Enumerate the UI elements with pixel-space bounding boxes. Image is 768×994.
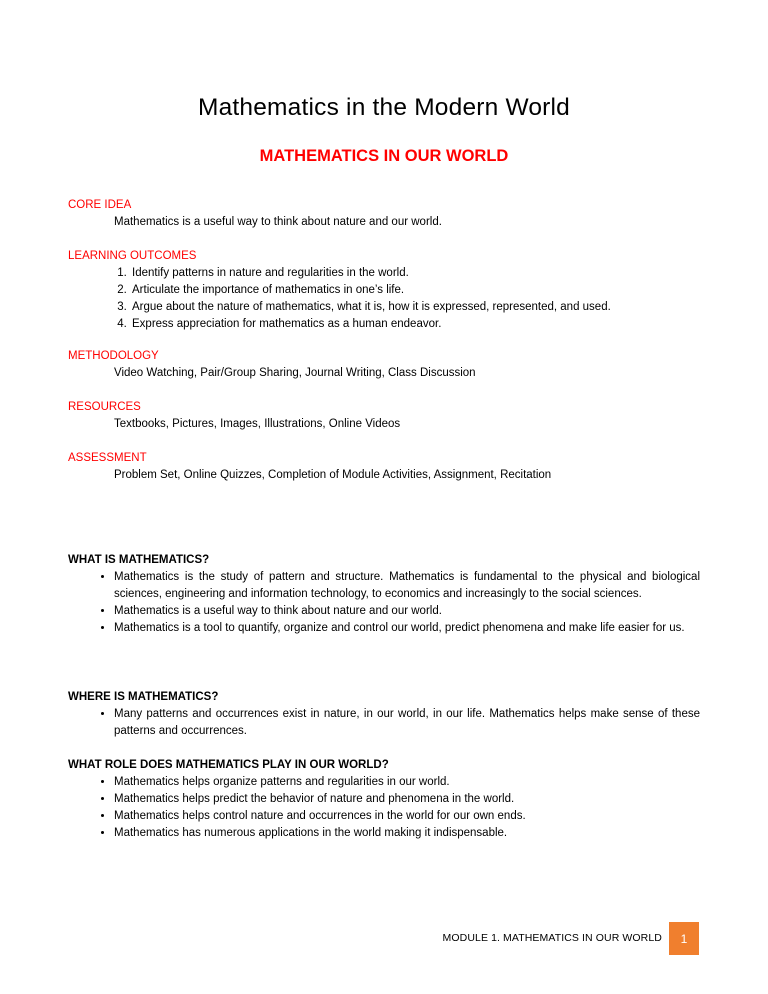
what-is-mathematics-heading: WHAT IS MATHEMATICS?: [68, 554, 210, 566]
methodology-text: Video Watching, Pair/Group Sharing, Journal Writing, Class Discussion: [114, 367, 476, 379]
page-subtitle: MATHEMATICS IN OUR WORLD: [259, 147, 509, 165]
learning-outcomes-heading: LEARNING OUTCOMES: [68, 250, 197, 262]
where-is-mathematics-list: [68, 706, 700, 740]
what-is-mathematics-section: [68, 552, 700, 637]
list-item: • Mathematics is a useful way to think about nature and our world.: [114, 603, 700, 620]
page-title: Mathematics in the Modern World: [197, 94, 571, 121]
core-idea-text: Mathematics is a useful way to think about nature and our world.: [114, 216, 442, 228]
list-item: • Mathematics is a tool to quantify, organize and control our world, predict phenomena and make life easier for us.: [114, 620, 700, 637]
list-item: 4. Express appreciation for mathematics as a human endeavor.: [130, 316, 708, 333]
what-role-list: [68, 774, 700, 842]
learning-outcomes-section: [68, 248, 708, 333]
resources-section: [68, 399, 708, 433]
list-item: • Mathematics helps organize patterns and regularities in our world.: [114, 774, 700, 791]
list-item: • Mathematics has numerous applications in the world making it indispensable.: [114, 825, 700, 842]
what-role-section: [68, 757, 700, 842]
resources-heading: RESOURCES: [68, 401, 141, 413]
what-is-mathematics-list: [68, 569, 700, 637]
where-is-mathematics-section: [68, 689, 700, 740]
assessment-section: [68, 450, 708, 484]
list-item: • Mathematics is the study of pattern and structure. Mathematics is fundamental to the physical and biological sciences, engineering and information technology, to economics and increasingly to the social sciences.: [114, 569, 700, 603]
assessment-text: Problem Set, Online Quizzes, Completion of Module Activities, Assignment, Recitation: [114, 469, 552, 481]
what-role-heading: WHAT ROLE DOES MATHEMATICS PLAY IN OUR WORLD?: [68, 759, 389, 771]
learning-outcomes-list: [68, 265, 708, 333]
list-item: 1. Identify patterns in nature and regularities in the world.: [130, 265, 708, 282]
page-number-badge: 1: [669, 922, 699, 955]
footer-module-label: MODULE 1. MATHEMATICS IN OUR WORLD: [442, 932, 662, 944]
list-item: 3. Argue about the nature of mathematics, what it is, how it is expressed, represented, and used.: [130, 299, 708, 316]
list-item: • Many patterns and occurrences exist in nature, in our world, in our life. Mathematics helps make sense of these patterns and occurrences.: [114, 706, 700, 740]
resources-text: Textbooks, Pictures, Images, Illustrations, Online Videos: [114, 418, 401, 430]
list-item: • Mathematics helps control nature and occurrences in the world for our own ends.: [114, 808, 700, 825]
list-item: • Mathematics helps predict the behavior of nature and phenomena in the world.: [114, 791, 700, 808]
where-is-mathematics-heading: WHERE IS MATHEMATICS?: [68, 691, 219, 703]
assessment-heading: ASSESSMENT: [68, 452, 147, 464]
list-item: 2. Articulate the importance of mathematics in one’s life.: [130, 282, 708, 299]
methodology-heading: METHODOLOGY: [68, 350, 159, 362]
core-idea-heading: CORE IDEA: [68, 199, 132, 211]
core-idea-section: [68, 197, 708, 231]
methodology-section: [68, 348, 708, 382]
